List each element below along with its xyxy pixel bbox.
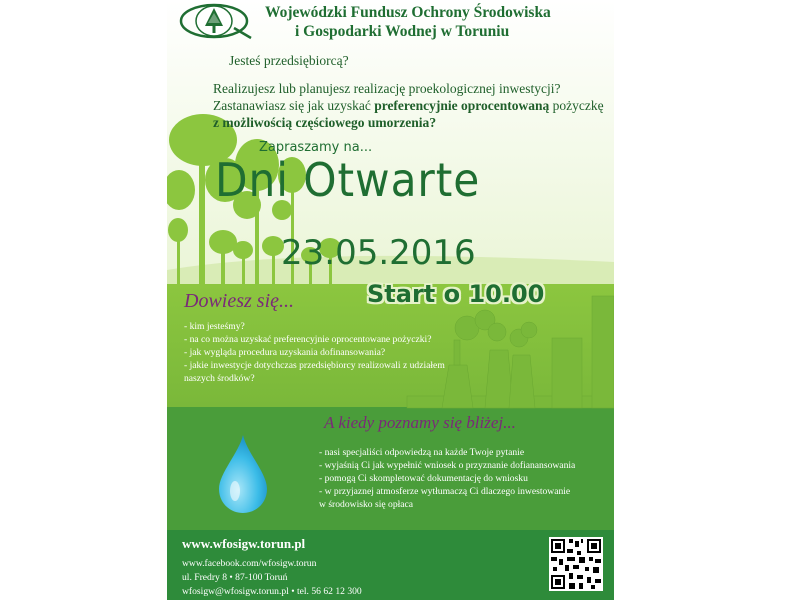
q3-middle: pożyczkę (549, 98, 604, 113)
contact-info (182, 557, 362, 599)
q3-bold-2: z możliwością częściowego umorzenia (213, 115, 430, 130)
website-link[interactable]: www.wfosigw.torun.pl (182, 536, 306, 551)
address-text: ul. Fredry 8 • 87-100 Toruń (182, 572, 288, 583)
list-item: naszych środków? (184, 373, 255, 384)
list-item: - na co można uzyskać preferencyjnie oprocentowane pożyczki? (184, 334, 432, 345)
list-item: w środowisko się opłaca (319, 499, 414, 510)
list-item: - pomogą Ci skompletować dokumentację do wniosku (319, 473, 528, 484)
q3-prefix: Zastanawiasz się jak uzyskać (213, 98, 375, 113)
start-time: Start o 10.00 (367, 280, 545, 308)
facebook-link[interactable]: www.facebook.com/wfosigw.torun (182, 558, 317, 569)
qr-code (549, 537, 603, 591)
organization-name (265, 3, 605, 41)
event-title: Dni Otwarte (215, 153, 481, 207)
org-line-2: i Gospodarki Wodnej w Toruniu (295, 23, 510, 40)
phone-text: • tel. 56 62 12 300 (288, 586, 362, 597)
list-item: - wyjaśnią Ci jak wypełnić wniosek o przyznanie dofianansowania (319, 460, 576, 471)
event-date: 23.05.2016 (281, 233, 476, 273)
q3-suffix: ? (429, 115, 437, 130)
list-item: - nasi specjaliści odpowiedzą na każde Twoje pytanie (319, 447, 525, 458)
question-entrepreneur: Jesteś przedsiębiorcą? (229, 53, 349, 68)
list-item: - jakie inwestycje dotychczas przedsiębiorcy realizowali z udziałem (184, 360, 445, 371)
poster (167, 0, 614, 600)
meet-list (319, 446, 609, 511)
invite-text: Zapraszamy na... (259, 140, 373, 155)
email-phone (182, 585, 362, 599)
list-item: - kim jesteśmy? (184, 321, 245, 332)
question-loan (213, 97, 613, 131)
water-drop-icon (217, 433, 269, 515)
email-link[interactable]: wfosigw@wfosigw.torun.pl (182, 586, 289, 597)
tree-emblem-icon (179, 2, 253, 40)
q3-bold-1: preferencyjnie oprocentowaną (374, 98, 550, 113)
list-item: - jak wygląda procedura uzyskania dofinansowania? (184, 347, 386, 358)
learn-heading: Dowiesz się... (184, 290, 294, 312)
meet-heading: A kiedy poznamy się bliżej... (324, 413, 516, 432)
org-line-1: Wojewódzki Fundusz Ochrony Środowiska (265, 4, 551, 21)
learn-list (184, 320, 484, 385)
question-investment: Realizujesz lub planujesz realizację proekologicznej inwestycji? (213, 81, 561, 96)
list-item: - w przyjaznej atmosferze wytłumaczą Ci dlaczego inwestowanie (319, 486, 571, 497)
